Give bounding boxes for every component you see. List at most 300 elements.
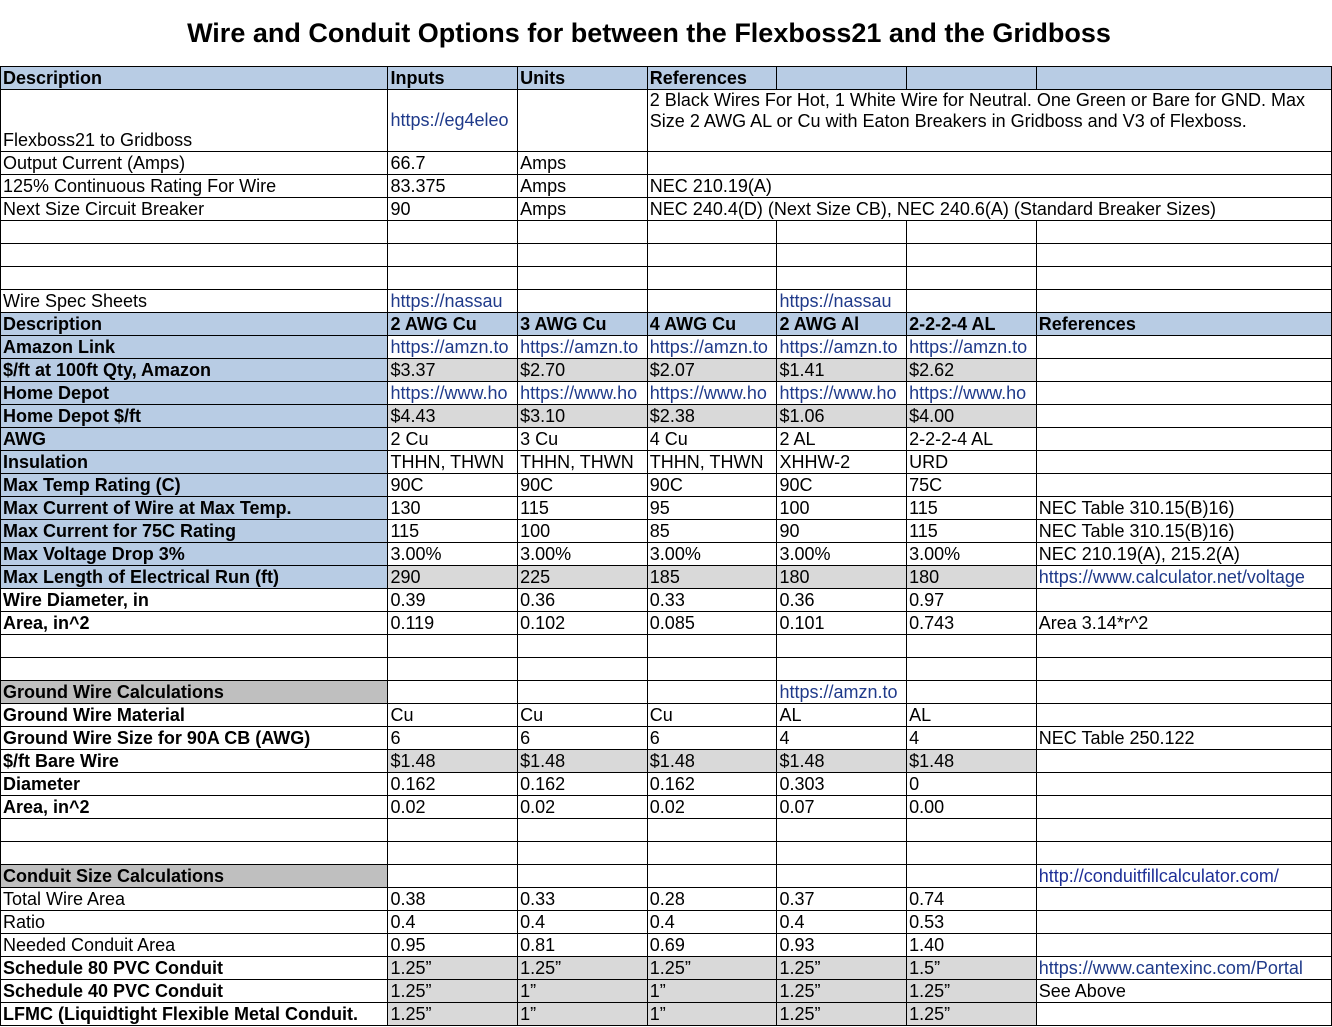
spreadsheet-grid	[0, 66, 1332, 1026]
intro-label: Flexboss21 to Gridboss	[1, 90, 388, 152]
wire-value: 85	[647, 520, 777, 543]
wire-reference	[1036, 451, 1331, 474]
ground-value: $1.48	[518, 750, 648, 773]
sheet-row	[1, 336, 1332, 359]
sheet-row	[1, 957, 1332, 980]
ground-value: Cu	[388, 704, 518, 727]
wire-reference	[1036, 474, 1331, 497]
empty-cell	[518, 681, 648, 704]
wire-value: 115	[907, 497, 1037, 520]
empty-cell	[777, 658, 907, 681]
wire-value: 0.119	[388, 612, 518, 635]
ground-value: 6	[518, 727, 648, 750]
ground-value: AL	[907, 704, 1037, 727]
wire-value[interactable]: https://www.ho	[777, 382, 907, 405]
empty-cell	[388, 681, 518, 704]
row-reference: NEC 240.4(D) (Next Size CB), NEC 240.6(A) (Standard Breaker Sizes)	[647, 198, 1331, 221]
wire-value: 100	[518, 520, 648, 543]
intro-link[interactable]: https://eg4eleo	[388, 90, 518, 152]
wire-value: 3.00%	[907, 543, 1037, 566]
header-description: Description	[1, 67, 388, 90]
wire-type-header: 2 AWG Al	[777, 313, 907, 336]
sheet-row	[1, 658, 1332, 681]
wire-row-label: Max Length of Electrical Run (ft)	[1, 566, 388, 589]
sheet-row	[1, 520, 1332, 543]
wire-header-label: Description	[1, 313, 388, 336]
empty-cell	[518, 221, 648, 244]
empty-cell	[518, 290, 648, 313]
sheet-row	[1, 90, 1332, 152]
ground-reference	[1036, 704, 1331, 727]
row-reference	[647, 152, 1331, 175]
sheet-row	[1, 175, 1332, 198]
sheet-row	[1, 888, 1332, 911]
empty-cell	[647, 819, 777, 842]
conduit-value: 0.74	[907, 888, 1037, 911]
wire-value: THHN, THWN	[518, 451, 648, 474]
sheet-row	[1, 704, 1332, 727]
empty-cell	[647, 681, 777, 704]
sheet-row	[1, 566, 1332, 589]
wire-type-header: 2 AWG Cu	[388, 313, 518, 336]
wire-reference: Area 3.14*r^2	[1036, 612, 1331, 635]
empty-cell	[777, 865, 907, 888]
wire-value: 115	[907, 520, 1037, 543]
wire-value: $3.10	[518, 405, 648, 428]
empty-cell	[518, 267, 648, 290]
row-unit: Amps	[518, 198, 648, 221]
wire-header-references: References	[1036, 313, 1331, 336]
wire-value: $3.37	[388, 359, 518, 382]
empty-cell	[1036, 819, 1331, 842]
wire-row-label: AWG	[1, 428, 388, 451]
wire-value: 0.33	[647, 589, 777, 612]
sheet-row	[1, 796, 1332, 819]
wire-value: 0.97	[907, 589, 1037, 612]
empty-cell	[1036, 290, 1331, 313]
empty-cell	[1, 221, 388, 244]
wire-row-label: Amazon Link	[1, 336, 388, 359]
sheet-row	[1, 382, 1332, 405]
conduit-reference	[1036, 888, 1331, 911]
empty-cell	[647, 658, 777, 681]
empty-cell	[777, 267, 907, 290]
sheet-row	[1, 221, 1332, 244]
ground-value: 4	[777, 727, 907, 750]
conduit-reference[interactable]: https://www.cantexinc.com/Portal	[1036, 957, 1331, 980]
empty-cell	[647, 865, 777, 888]
ground-value: 4	[907, 727, 1037, 750]
empty-cell	[907, 842, 1037, 865]
conduit-value: 0.33	[518, 888, 648, 911]
empty-cell	[647, 635, 777, 658]
wire-value: $2.38	[647, 405, 777, 428]
empty-cell	[1036, 267, 1331, 290]
row-reference: NEC 210.19(A)	[647, 175, 1331, 198]
conduit-row-label: Needed Conduit Area	[1, 934, 388, 957]
empty-cell	[1036, 244, 1331, 267]
ground-value: 0.00	[907, 796, 1037, 819]
conduit-reference: See Above	[1036, 980, 1331, 1003]
ground-value: 0.02	[388, 796, 518, 819]
conduit-value: 1.25”	[518, 957, 648, 980]
ground-value: 0.02	[518, 796, 648, 819]
wire-value: THHN, THWN	[647, 451, 777, 474]
wire-value: THHN, THWN	[388, 451, 518, 474]
sheet-row	[1, 244, 1332, 267]
wire-reference: NEC 210.19(A), 215.2(A)	[1036, 543, 1331, 566]
wire-value: 0.36	[518, 589, 648, 612]
wire-value: 0.39	[388, 589, 518, 612]
empty-cell	[518, 244, 648, 267]
wire-reference	[1036, 589, 1331, 612]
wire-value: 0.36	[777, 589, 907, 612]
wire-value: 90	[777, 520, 907, 543]
sheet-row	[1, 750, 1332, 773]
row-unit: Amps	[518, 152, 648, 175]
wire-value: 2 AL	[777, 428, 907, 451]
row-input: 83.375	[388, 175, 518, 198]
spec-sheet-link[interactable]: https://nassau	[777, 290, 907, 313]
sheet-row	[1, 681, 1332, 704]
empty-cell	[1, 267, 388, 290]
wire-value: 115	[518, 497, 648, 520]
sheet-row	[1, 773, 1332, 796]
wire-reference: NEC Table 310.15(B)16)	[1036, 520, 1331, 543]
wire-value: 4 Cu	[647, 428, 777, 451]
conduit-value: 1.40	[907, 934, 1037, 957]
wire-value: 3 Cu	[518, 428, 648, 451]
empty-cell	[388, 635, 518, 658]
conduit-value: 0.95	[388, 934, 518, 957]
wire-value: 90C	[388, 474, 518, 497]
sheet-title: Wire and Conduit Options for between the Flexboss21 and the Gridboss	[187, 17, 1111, 48]
conduit-reference	[1036, 911, 1331, 934]
conduit-value: 1.25”	[388, 980, 518, 1003]
conduit-value: 0.81	[518, 934, 648, 957]
wire-value: XHHW-2	[777, 451, 907, 474]
wire-reference: NEC Table 310.15(B)16)	[1036, 497, 1331, 520]
wire-value: 180	[777, 566, 907, 589]
sheet-row	[1, 612, 1332, 635]
conduit-value: 0.93	[777, 934, 907, 957]
empty-cell	[777, 842, 907, 865]
empty-cell	[907, 244, 1037, 267]
wire-value: 180	[907, 566, 1037, 589]
empty-cell	[518, 658, 648, 681]
conduit-reference-link[interactable]: http://conduitfillcalculator.com/	[1036, 865, 1331, 888]
empty-cell	[647, 267, 777, 290]
intro-reference: 2 Black Wires For Hot, 1 White Wire for Neutral. One Green or Bare for GND. Max Size 2 AWG AL or Cu with Eaton Breakers in Gridboss and V3 of Flexboss.	[647, 90, 1331, 152]
conduit-value: 1”	[647, 980, 777, 1003]
ground-value: 0	[907, 773, 1037, 796]
sheet-row	[1, 911, 1332, 934]
empty-cell	[907, 819, 1037, 842]
sheet-row	[1, 635, 1332, 658]
header-empty	[777, 67, 907, 90]
sheet-row	[1, 727, 1332, 750]
wire-value: $1.41	[777, 359, 907, 382]
empty-cell	[518, 635, 648, 658]
conduit-row-label: Schedule 40 PVC Conduit	[1, 980, 388, 1003]
conduit-value: 0.38	[388, 888, 518, 911]
empty-cell	[388, 658, 518, 681]
wire-value: 100	[777, 497, 907, 520]
wire-reference	[1036, 428, 1331, 451]
empty-cell	[907, 681, 1037, 704]
empty-cell	[388, 819, 518, 842]
wire-value: $2.07	[647, 359, 777, 382]
conduit-value: 0.53	[907, 911, 1037, 934]
wire-type-header: 2-2-2-4 AL	[907, 313, 1037, 336]
conduit-row-label: Schedule 80 PVC Conduit	[1, 957, 388, 980]
wire-value: 90C	[777, 474, 907, 497]
sheet-row	[1, 290, 1332, 313]
ground-value: $1.48	[777, 750, 907, 773]
empty-cell	[388, 244, 518, 267]
wire-value: 130	[388, 497, 518, 520]
wire-reference[interactable]: https://www.calculator.net/voltage	[1036, 566, 1331, 589]
sheet-row	[1, 474, 1332, 497]
wire-reference	[1036, 405, 1331, 428]
wire-value: 225	[518, 566, 648, 589]
empty-cell	[1, 658, 388, 681]
conduit-value: 0.28	[647, 888, 777, 911]
header-references: References	[647, 67, 777, 90]
wire-value: 90C	[518, 474, 648, 497]
sheet-row	[1, 359, 1332, 382]
sheet-row	[1, 865, 1332, 888]
wire-row-label: Home Depot $/ft	[1, 405, 388, 428]
wire-row-label: Max Current for 75C Rating	[1, 520, 388, 543]
row-label: Output Current (Amps)	[1, 152, 388, 175]
wire-value[interactable]: https://amzn.to	[907, 336, 1037, 359]
wire-value: 3.00%	[777, 543, 907, 566]
ground-value: $1.48	[647, 750, 777, 773]
wire-value: 0.101	[777, 612, 907, 635]
conduit-value: 1.25”	[777, 1003, 907, 1026]
sheet-row	[1, 267, 1332, 290]
ground-value: Cu	[647, 704, 777, 727]
wire-value[interactable]: https://www.ho	[647, 382, 777, 405]
ground-value: 6	[388, 727, 518, 750]
wire-row-label: Max Temp Rating (C)	[1, 474, 388, 497]
empty-cell	[1, 244, 388, 267]
ground-reference	[1036, 773, 1331, 796]
conduit-value: 1.25”	[647, 957, 777, 980]
ground-row-label: Diameter	[1, 773, 388, 796]
empty-cell	[907, 865, 1037, 888]
wire-reference	[1036, 382, 1331, 405]
wire-value[interactable]: https://amzn.to	[388, 336, 518, 359]
empty-cell	[907, 221, 1037, 244]
conduit-value: 1.25”	[388, 1003, 518, 1026]
empty-cell	[1, 635, 388, 658]
conduit-row-label: Total Wire Area	[1, 888, 388, 911]
wire-row-label: Area, in^2	[1, 612, 388, 635]
wire-row-label: $/ft at 100ft Qty, Amazon	[1, 359, 388, 382]
wire-value: URD	[907, 451, 1037, 474]
row-label: 125% Continuous Rating For Wire	[1, 175, 388, 198]
ground-row-label: Ground Wire Size for 90A CB (AWG)	[1, 727, 388, 750]
wire-value: $2.70	[518, 359, 648, 382]
sheet-row	[1, 451, 1332, 474]
wire-value: 2 Cu	[388, 428, 518, 451]
ground-value: AL	[777, 704, 907, 727]
row-unit: Amps	[518, 175, 648, 198]
wire-value: 0.743	[907, 612, 1037, 635]
wire-type-header: 4 AWG Cu	[647, 313, 777, 336]
wire-row-label: Wire Diameter, in	[1, 589, 388, 612]
header-inputs: Inputs	[388, 67, 518, 90]
wire-value: 95	[647, 497, 777, 520]
ground-value: 0.162	[647, 773, 777, 796]
ground-value: $1.48	[907, 750, 1037, 773]
conduit-value: 0.4	[518, 911, 648, 934]
sheet-row	[1, 589, 1332, 612]
empty-cell	[388, 865, 518, 888]
sheet-row	[1, 819, 1332, 842]
wire-value[interactable]: https://www.ho	[907, 382, 1037, 405]
wire-value[interactable]: https://amzn.to	[518, 336, 648, 359]
conduit-reference	[1036, 934, 1331, 957]
empty-cell	[647, 842, 777, 865]
wire-row-label: Max Voltage Drop 3%	[1, 543, 388, 566]
ground-link[interactable]: https://amzn.to	[777, 681, 907, 704]
wire-value: $4.43	[388, 405, 518, 428]
wire-row-label: Home Depot	[1, 382, 388, 405]
empty-cell	[777, 635, 907, 658]
wire-reference	[1036, 336, 1331, 359]
empty-cell	[388, 842, 518, 865]
ground-value: 0.162	[388, 773, 518, 796]
empty-cell	[1036, 221, 1331, 244]
conduit-value: 1.25”	[907, 1003, 1037, 1026]
header-empty	[907, 67, 1037, 90]
ground-value: 6	[647, 727, 777, 750]
conduit-reference	[1036, 1003, 1331, 1026]
sheet-row	[1, 405, 1332, 428]
ground-value: 0.303	[777, 773, 907, 796]
wire-value: 115	[388, 520, 518, 543]
ground-value: Cu	[518, 704, 648, 727]
conduit-value: 1.25”	[388, 957, 518, 980]
conduit-value: 1”	[518, 980, 648, 1003]
conduit-row-label: Ratio	[1, 911, 388, 934]
sheet-row	[1, 497, 1332, 520]
empty-cell	[1036, 635, 1331, 658]
empty-cell	[518, 90, 648, 152]
ground-value: 0.162	[518, 773, 648, 796]
wire-value: 3.00%	[647, 543, 777, 566]
row-input: 90	[388, 198, 518, 221]
conduit-value: 0.37	[777, 888, 907, 911]
empty-cell	[907, 290, 1037, 313]
sheet-row	[1, 842, 1332, 865]
wire-value[interactable]: https://amzn.to	[647, 336, 777, 359]
conduit-value: 0.4	[388, 911, 518, 934]
sheet-row	[1, 934, 1332, 957]
row-input: 66.7	[388, 152, 518, 175]
wire-value: $2.62	[907, 359, 1037, 382]
empty-cell	[518, 865, 648, 888]
spec-sheets-label: Wire Spec Sheets	[1, 290, 388, 313]
empty-cell	[907, 635, 1037, 658]
wire-value: 0.085	[647, 612, 777, 635]
header-units: Units	[518, 67, 648, 90]
ground-value: 0.02	[647, 796, 777, 819]
wire-value[interactable]: https://www.ho	[388, 382, 518, 405]
conduit-value: 0.4	[647, 911, 777, 934]
wire-type-header: 3 AWG Cu	[518, 313, 648, 336]
sheet-row	[1, 152, 1332, 175]
wire-row-label: Max Current of Wire at Max Temp.	[1, 497, 388, 520]
sheet-row	[1, 198, 1332, 221]
ground-reference	[1036, 750, 1331, 773]
wire-value: $1.06	[777, 405, 907, 428]
empty-cell	[647, 290, 777, 313]
empty-cell	[1036, 842, 1331, 865]
empty-cell	[1, 842, 388, 865]
ground-header: Ground Wire Calculations	[1, 681, 388, 704]
row-label: Next Size Circuit Breaker	[1, 198, 388, 221]
conduit-value: 0.69	[647, 934, 777, 957]
sheet-row	[1, 67, 1332, 90]
empty-cell	[647, 244, 777, 267]
ground-row-label: Area, in^2	[1, 796, 388, 819]
empty-cell	[1, 819, 388, 842]
empty-cell	[518, 842, 648, 865]
conduit-value: 1.5”	[907, 957, 1037, 980]
empty-cell	[388, 221, 518, 244]
empty-cell	[1036, 658, 1331, 681]
sheet-row	[1, 980, 1332, 1003]
conduit-value: 1.25”	[777, 980, 907, 1003]
conduit-value: 1.25”	[907, 980, 1037, 1003]
conduit-value: 0.4	[777, 911, 907, 934]
ground-value: 0.07	[777, 796, 907, 819]
wire-value: 3.00%	[518, 543, 648, 566]
ground-row-label: $/ft Bare Wire	[1, 750, 388, 773]
wire-value: 75C	[907, 474, 1037, 497]
wire-row-label: Insulation	[1, 451, 388, 474]
empty-cell	[777, 819, 907, 842]
ground-reference: NEC Table 250.122	[1036, 727, 1331, 750]
wire-reference	[1036, 359, 1331, 382]
ground-value: $1.48	[388, 750, 518, 773]
sheet-row	[1, 313, 1332, 336]
wire-value[interactable]: https://amzn.to	[777, 336, 907, 359]
wire-value: 185	[647, 566, 777, 589]
conduit-value: 1”	[647, 1003, 777, 1026]
wire-value[interactable]: https://www.ho	[518, 382, 648, 405]
sheet-row	[1, 543, 1332, 566]
wire-value: 290	[388, 566, 518, 589]
empty-cell	[777, 244, 907, 267]
empty-cell	[907, 658, 1037, 681]
empty-cell	[907, 267, 1037, 290]
empty-cell	[1036, 681, 1331, 704]
header-empty	[1036, 67, 1331, 90]
conduit-value: 1.25”	[777, 957, 907, 980]
ground-reference	[1036, 796, 1331, 819]
wire-value: 2-2-2-4 AL	[907, 428, 1037, 451]
empty-cell	[647, 221, 777, 244]
spec-sheet-link[interactable]: https://nassau	[388, 290, 518, 313]
sheet-row	[1, 428, 1332, 451]
empty-cell	[388, 267, 518, 290]
empty-cell	[777, 221, 907, 244]
